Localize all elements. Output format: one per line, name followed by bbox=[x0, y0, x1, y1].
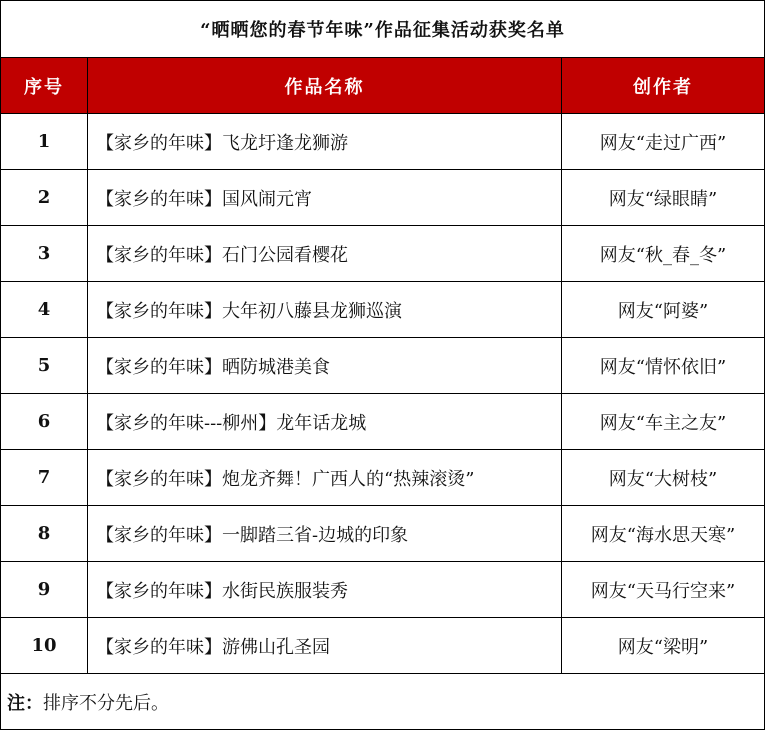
row-number: 6 bbox=[1, 394, 88, 450]
footnote bbox=[1, 674, 765, 730]
row-number: 7 bbox=[1, 450, 88, 506]
author-name: 网友“走过广西” bbox=[562, 114, 765, 170]
note-label: 注： bbox=[7, 692, 43, 714]
table-row bbox=[1, 618, 765, 674]
note-text: 排序不分先后。 bbox=[43, 692, 169, 714]
row-number: 5 bbox=[1, 338, 88, 394]
row-number: 1 bbox=[1, 114, 88, 170]
author-name: 网友“绿眼睛” bbox=[562, 170, 765, 226]
author-name: 网友“阿婆” bbox=[562, 282, 765, 338]
author-name: 网友“秋_春_冬” bbox=[562, 226, 765, 282]
table-title: “晒晒您的春节年味”作品征集活动获奖名单 bbox=[1, 1, 765, 58]
work-title: 【家乡的年味】石门公园看樱花 bbox=[88, 226, 562, 282]
header-name: 作品名称 bbox=[88, 58, 562, 114]
author-name: 网友“情怀依旧” bbox=[562, 338, 765, 394]
table-row bbox=[1, 394, 765, 450]
author-name: 网友“天马行空来” bbox=[562, 562, 765, 618]
note-row bbox=[1, 674, 765, 730]
table-row bbox=[1, 562, 765, 618]
work-title: 【家乡的年味】晒防城港美食 bbox=[88, 338, 562, 394]
work-title: 【家乡的年味】国风闹元宵 bbox=[88, 170, 562, 226]
author-name: 网友“大树枝” bbox=[562, 450, 765, 506]
table-row bbox=[1, 338, 765, 394]
table-row bbox=[1, 506, 765, 562]
header-no: 序号 bbox=[1, 58, 88, 114]
header-author: 创作者 bbox=[562, 58, 765, 114]
table-row bbox=[1, 170, 765, 226]
table-row bbox=[1, 226, 765, 282]
work-title: 【家乡的年味】飞龙圩逢龙狮游 bbox=[88, 114, 562, 170]
work-title: 【家乡的年味】一脚踏三省-边城的印象 bbox=[88, 506, 562, 562]
row-number: 8 bbox=[1, 506, 88, 562]
author-name: 网友“车主之友” bbox=[562, 394, 765, 450]
header-row bbox=[1, 58, 765, 114]
row-number: 2 bbox=[1, 170, 88, 226]
work-title: 【家乡的年味】炮龙齐舞！广西人的“热辣滚烫” bbox=[88, 450, 562, 506]
work-title: 【家乡的年味】大年初八藤县龙狮巡演 bbox=[88, 282, 562, 338]
row-number: 10 bbox=[1, 618, 88, 674]
row-number: 9 bbox=[1, 562, 88, 618]
work-title: 【家乡的年味】游佛山孔圣园 bbox=[88, 618, 562, 674]
work-title: 【家乡的年味---柳州】龙年话龙城 bbox=[88, 394, 562, 450]
table-row bbox=[1, 282, 765, 338]
row-number: 3 bbox=[1, 226, 88, 282]
table-row bbox=[1, 114, 765, 170]
title-row bbox=[1, 1, 765, 58]
author-name: 网友“海水思天寒” bbox=[562, 506, 765, 562]
work-title: 【家乡的年味】水街民族服装秀 bbox=[88, 562, 562, 618]
table-row bbox=[1, 450, 765, 506]
row-number: 4 bbox=[1, 282, 88, 338]
author-name: 网友“梁明” bbox=[562, 618, 765, 674]
